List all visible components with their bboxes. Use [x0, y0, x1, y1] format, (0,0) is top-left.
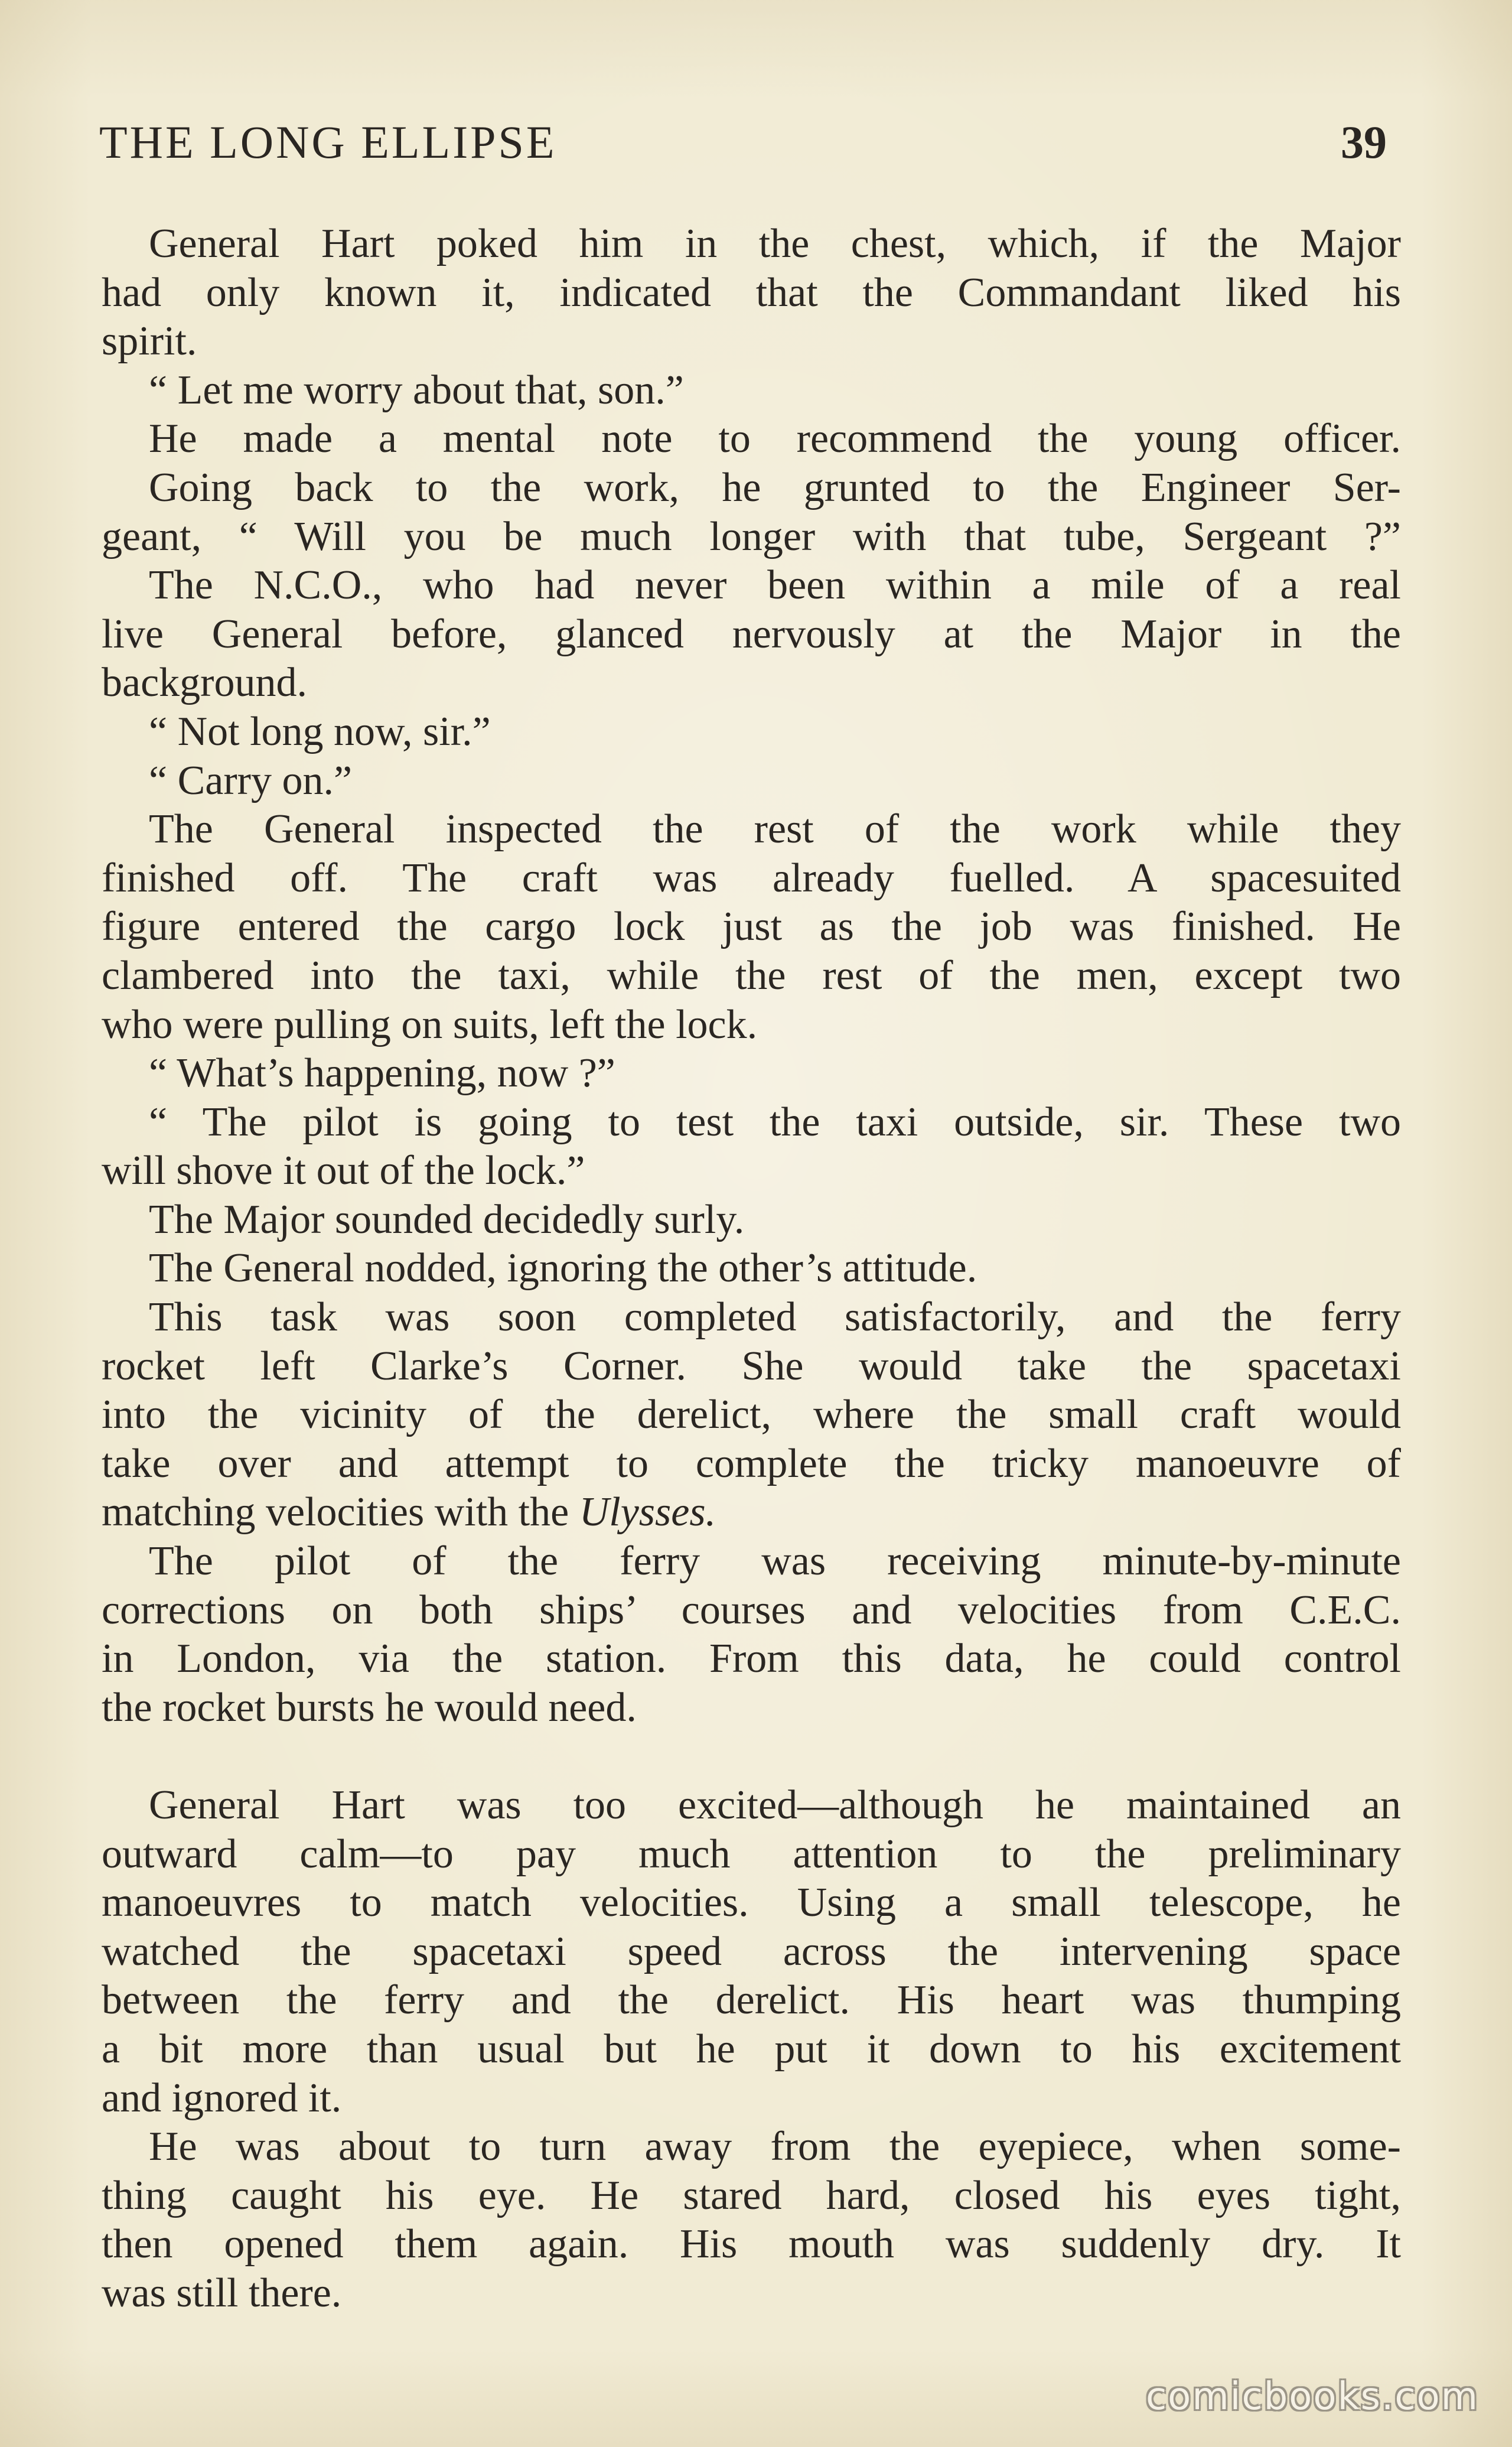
- text-line: The pilot of the ferry was receiving minute-by-minute: [149, 1538, 1401, 1584]
- text-line: General Hart poked him in the chest, which, if the Major: [149, 221, 1401, 266]
- text-line: between the ferry and the derelict. His heart was thumping: [102, 1977, 1401, 2023]
- text-line: “ Let me worry about that, son.”: [149, 367, 684, 413]
- text-line: outward calm—to pay much attention to the preliminary: [102, 1831, 1401, 1877]
- text-line: “ What’s happening, now ?”: [149, 1050, 615, 1096]
- text-line: “ Not long now, sir.”: [149, 708, 491, 754]
- section-break: [102, 1732, 1401, 1781]
- text-line: General Hart was too excited—although he maintained an: [149, 1782, 1401, 1828]
- text-line: then opened them again. His mouth was suddenly dry. It: [102, 2221, 1401, 2267]
- text-line: He was about to turn away from the eyepiece, when some-: [149, 2124, 1401, 2170]
- text-line: background.: [102, 660, 307, 706]
- text-line: figure entered the cargo lock just as the job was finished. He: [102, 904, 1401, 950]
- text-line: who were pulling on suits, left the lock.: [102, 1001, 758, 1047]
- text-line: corrections on both ships’ courses and velocities from C.E.C.: [102, 1587, 1401, 1633]
- watermark-logo: comicbooks.com: [1145, 2375, 1479, 2419]
- text-line: “ The pilot is going to test the taxi outside, sir. These two: [149, 1099, 1401, 1145]
- running-title: THE LONG ELLIPSE: [99, 116, 557, 168]
- running-head: [99, 116, 1387, 169]
- text-line: live General before, glanced nervously at the Major in the: [102, 611, 1401, 657]
- text-line: spirit.: [102, 318, 197, 365]
- text-line: was still there.: [102, 2270, 342, 2316]
- text-line: and ignored it.: [102, 2075, 342, 2121]
- text-line: The General nodded, ignoring the other’s attitude.: [149, 1245, 977, 1291]
- text-line: had only known it, indicated that the Commandant liked his: [102, 269, 1401, 315]
- text-line: He made a mental note to recommend the young officer.: [149, 416, 1401, 462]
- text-line: take over and attempt to complete the tricky manoeuvre of: [102, 1440, 1401, 1486]
- text-line: into the vicinity of the derelict, where the small craft would: [102, 1392, 1401, 1438]
- text-line: thing caught his eye. He stared hard, closed his eyes tight,: [102, 2172, 1401, 2218]
- text-line: The N.C.O., who had never been within a mile of a real: [149, 562, 1401, 609]
- text-line: geant, “ Will you be much longer with that tube, Sergeant ?”: [102, 513, 1401, 559]
- ship-name: Ulysses.: [579, 1489, 716, 1535]
- text-line: The General inspected the rest of the work while they: [149, 806, 1401, 852]
- text-line-start: matching velocities with the: [102, 1489, 569, 1535]
- text-line: This task was soon completed satisfactorily, and the ferry: [149, 1294, 1401, 1340]
- text-line: will shove it out of the lock.”: [102, 1148, 585, 1194]
- text-line: the rocket bursts he would need.: [102, 1684, 637, 1730]
- text-line: in London, via the station. From this data, he could control: [102, 1636, 1401, 1682]
- text-line: rocket left Clarke’s Corner. She would take the spacetaxi: [102, 1343, 1401, 1389]
- text-line: [102, 1488, 1401, 1537]
- page-number: 39: [1341, 116, 1387, 168]
- text-line: The Major sounded decidedly surly.: [149, 1196, 745, 1242]
- text-line: manoeuvres to match velocities. Using a small telescope, he: [102, 1880, 1401, 1926]
- text-line: Going back to the work, he grunted to the Engineer Ser-: [149, 464, 1401, 510]
- text-line: “ Carry on.”: [149, 757, 353, 803]
- text-line: finished off. The craft was already fuelled. A spacesuited: [102, 855, 1401, 901]
- body-text: [102, 220, 1401, 2318]
- text-line: clambered into the taxi, while the rest of the men, except two: [102, 952, 1401, 998]
- text-line: watched the spacetaxi speed across the intervening space: [102, 1928, 1401, 1974]
- text-line: a bit more than usual but he put it down to his excitement: [102, 2026, 1401, 2072]
